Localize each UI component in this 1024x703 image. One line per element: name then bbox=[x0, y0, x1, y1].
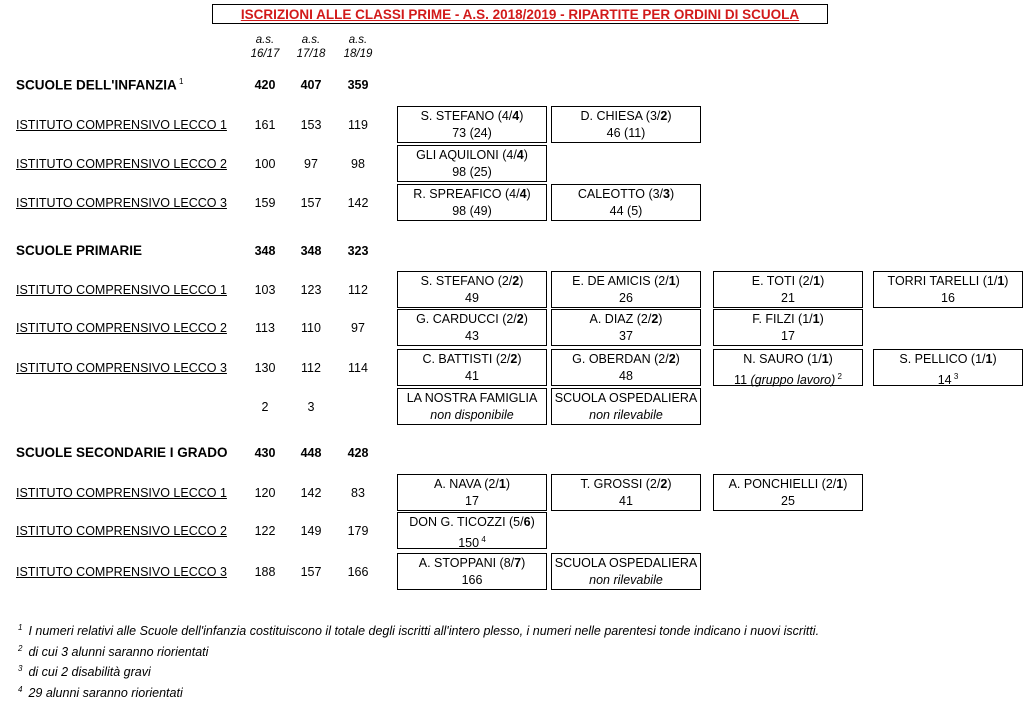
school-name: E. TOTI (2/1) bbox=[751, 274, 825, 288]
section-heading: SCUOLE PRIMARIE bbox=[16, 243, 143, 258]
school-box bbox=[397, 106, 547, 143]
school-count: 16 bbox=[941, 291, 955, 305]
institute-name: ISTITUTO COMPRENSIVO LECCO 2 bbox=[16, 321, 227, 335]
footnote: $^1$ I numeri relativi alle Scuole dell'infanzia costituiscono il totale degli iscritti all'intero plesso, i numeri nelle parentesi tonde indicano i nuovi iscritti. bbox=[18, 623, 820, 639]
school-box bbox=[551, 309, 701, 346]
section-total: 348 bbox=[300, 244, 322, 258]
school-box bbox=[713, 474, 863, 511]
school-name: N. SAURO (1/1) bbox=[743, 352, 833, 366]
school-count: 21 bbox=[781, 291, 795, 305]
enrollment-value: 179 bbox=[347, 524, 369, 538]
school-count: non disponibile bbox=[430, 408, 514, 422]
enrollment-value: 97 bbox=[351, 321, 365, 335]
school-name: E. DE AMICIS (2/1) bbox=[572, 274, 680, 288]
section-total: 448 bbox=[300, 446, 322, 460]
section-heading: SCUOLE SECONDARIE I GRADO bbox=[16, 445, 228, 460]
school-box bbox=[551, 553, 701, 590]
enrollment-value: 114 bbox=[348, 361, 368, 375]
footnote: $^2$ di cui 3 alunni saranno riorientati bbox=[18, 644, 209, 660]
school-box bbox=[397, 474, 547, 511]
enrollment-value: 3 bbox=[307, 400, 315, 414]
institute-name: ISTITUTO COMPRENSIVO LECCO 3 bbox=[16, 361, 227, 375]
school-count: 17 bbox=[781, 329, 795, 343]
institute-name: ISTITUTO COMPRENSIVO LECCO 1 bbox=[16, 283, 227, 297]
footnote: $^3$ di cui 2 disabilità gravi bbox=[18, 664, 151, 680]
school-name: C. BATTISTI (2/2) bbox=[422, 352, 522, 366]
school-count: 49 bbox=[465, 291, 479, 305]
school-count: 44 (5) bbox=[609, 204, 643, 218]
school-name: SCUOLA OSPEDALIERA bbox=[554, 556, 698, 570]
school-count: 98 (25) bbox=[452, 165, 492, 179]
institute-name: ISTITUTO COMPRENSIVO LECCO 3 bbox=[16, 196, 227, 210]
school-count: 166 bbox=[461, 573, 483, 587]
footnote: $^4$ 29 alunni saranno riorientati bbox=[18, 685, 183, 701]
school-box bbox=[397, 553, 547, 590]
enrollment-value: 2 bbox=[261, 400, 269, 414]
institute-name: ISTITUTO COMPRENSIVO LECCO 3 bbox=[16, 565, 227, 579]
year-header-18-19: a.s. 18/19 bbox=[343, 34, 373, 60]
school-name: G. CARDUCCI (2/2) bbox=[416, 312, 528, 326]
school-box bbox=[713, 309, 863, 346]
school-name: T. GROSSI (2/2) bbox=[580, 477, 672, 491]
school-name: A. PONCHIELLI (2/1) bbox=[728, 477, 848, 491]
year-header-16-17: a.s. 16/17 bbox=[250, 34, 280, 60]
school-name: A. DIAZ (2/2) bbox=[589, 312, 663, 326]
school-count: 14 $^3$ bbox=[937, 372, 959, 388]
school-count: 11 (gruppo lavoro) $^2$ bbox=[734, 372, 842, 388]
school-name: TORRI TARELLI (1/1) bbox=[887, 274, 1009, 288]
school-box bbox=[397, 349, 547, 386]
enrollment-value: 159 bbox=[254, 196, 276, 210]
section-total: 359 bbox=[347, 78, 369, 92]
school-box bbox=[551, 106, 701, 143]
school-box bbox=[551, 388, 701, 425]
school-count: 25 bbox=[781, 494, 795, 508]
year-header-17-18: a.s. 17/18 bbox=[296, 34, 326, 60]
school-name: A. NAVA (2/1) bbox=[434, 477, 510, 491]
school-name: A. STOPPANI (8/7) bbox=[418, 556, 526, 570]
page-title: ISCRIZIONI ALLE CLASSI PRIME - A.S. 2018/2019 - RIPARTITE PER ORDINI DI SCUOLA bbox=[212, 4, 828, 24]
school-box bbox=[873, 349, 1023, 386]
enrollment-value: 166 bbox=[347, 565, 369, 579]
school-box bbox=[551, 271, 701, 308]
school-count: 43 bbox=[465, 329, 479, 343]
enrollment-value: 161 bbox=[254, 118, 276, 132]
school-box bbox=[397, 512, 547, 549]
section-total: 348 bbox=[254, 244, 276, 258]
section-total: 420 bbox=[254, 78, 276, 92]
school-count: 37 bbox=[619, 329, 633, 343]
enrollment-value: 149 bbox=[300, 524, 322, 538]
enrollment-value: 122 bbox=[254, 524, 276, 538]
school-box bbox=[873, 271, 1023, 308]
school-name: S. STEFANO (4/4) bbox=[420, 109, 524, 123]
school-count: 17 bbox=[465, 494, 479, 508]
enrollment-value: 188 bbox=[254, 565, 276, 579]
school-name: D. CHIESA (3/2) bbox=[580, 109, 672, 123]
school-name: S. PELLICO (1/1) bbox=[899, 352, 997, 366]
institute-name: ISTITUTO COMPRENSIVO LECCO 2 bbox=[16, 524, 227, 538]
enrollment-value: 112 bbox=[301, 361, 321, 375]
institute-name: ISTITUTO COMPRENSIVO LECCO 1 bbox=[16, 118, 227, 132]
school-box bbox=[397, 388, 547, 425]
school-name: GLI AQUILONI (4/4) bbox=[416, 148, 528, 162]
enrollment-value: 157 bbox=[300, 565, 322, 579]
enrollment-value: 103 bbox=[254, 283, 276, 297]
school-count: 73 (24) bbox=[452, 126, 492, 140]
school-box bbox=[551, 474, 701, 511]
school-count: non rilevabile bbox=[589, 408, 663, 422]
enrollment-value: 110 bbox=[301, 321, 321, 335]
institute-name: ISTITUTO COMPRENSIVO LECCO 1 bbox=[16, 486, 227, 500]
school-name: CALEOTTO (3/3) bbox=[577, 187, 675, 201]
enrollment-value: 113 bbox=[255, 321, 275, 335]
enrollment-value: 142 bbox=[300, 486, 322, 500]
school-name: G. OBERDAN (2/2) bbox=[572, 352, 680, 366]
school-box bbox=[713, 271, 863, 308]
section-heading: SCUOLE DELL'INFANZIA $^1$ bbox=[16, 77, 184, 93]
school-box bbox=[551, 349, 701, 386]
school-count: 150 $^4$ bbox=[458, 535, 486, 551]
school-name: SCUOLA OSPEDALIERA bbox=[554, 391, 698, 405]
school-count: 41 bbox=[619, 494, 633, 508]
section-total: 430 bbox=[254, 446, 276, 460]
enrollment-value: 119 bbox=[348, 118, 368, 132]
school-name: F. FILZI (1/1) bbox=[752, 312, 824, 326]
enrollment-value: 120 bbox=[254, 486, 276, 500]
school-box bbox=[551, 184, 701, 221]
section-total: 428 bbox=[347, 446, 369, 460]
school-box bbox=[397, 145, 547, 182]
school-name: LA NOSTRA FAMIGLIA bbox=[406, 391, 538, 405]
enrollment-value: 112 bbox=[348, 283, 368, 297]
section-total: 407 bbox=[300, 78, 322, 92]
enrollment-value: 100 bbox=[254, 157, 276, 171]
enrollment-value: 130 bbox=[254, 361, 276, 375]
section-total: 323 bbox=[347, 244, 369, 258]
enrollment-value: 142 bbox=[347, 196, 369, 210]
school-count: 41 bbox=[465, 369, 479, 383]
enrollment-value: 153 bbox=[300, 118, 322, 132]
school-count: 46 (11) bbox=[606, 126, 646, 140]
enrollment-value: 157 bbox=[300, 196, 322, 210]
enrollment-value: 97 bbox=[304, 157, 318, 171]
school-box bbox=[397, 184, 547, 221]
school-name: S. STEFANO (2/2) bbox=[420, 274, 524, 288]
school-box bbox=[713, 349, 863, 386]
school-box bbox=[397, 271, 547, 308]
school-name: DON G. TICOZZI (5/6) bbox=[409, 515, 535, 529]
school-box bbox=[397, 309, 547, 346]
school-name: R. SPREAFICO (4/4) bbox=[413, 187, 531, 201]
enrollment-value: 83 bbox=[351, 486, 365, 500]
school-count: non rilevabile bbox=[589, 573, 663, 587]
enrollment-value: 123 bbox=[300, 283, 322, 297]
enrollment-value: 98 bbox=[351, 157, 365, 171]
school-count: 98 (49) bbox=[452, 204, 492, 218]
institute-name: ISTITUTO COMPRENSIVO LECCO 2 bbox=[16, 157, 227, 171]
school-count: 48 bbox=[619, 369, 633, 383]
school-count: 26 bbox=[619, 291, 633, 305]
